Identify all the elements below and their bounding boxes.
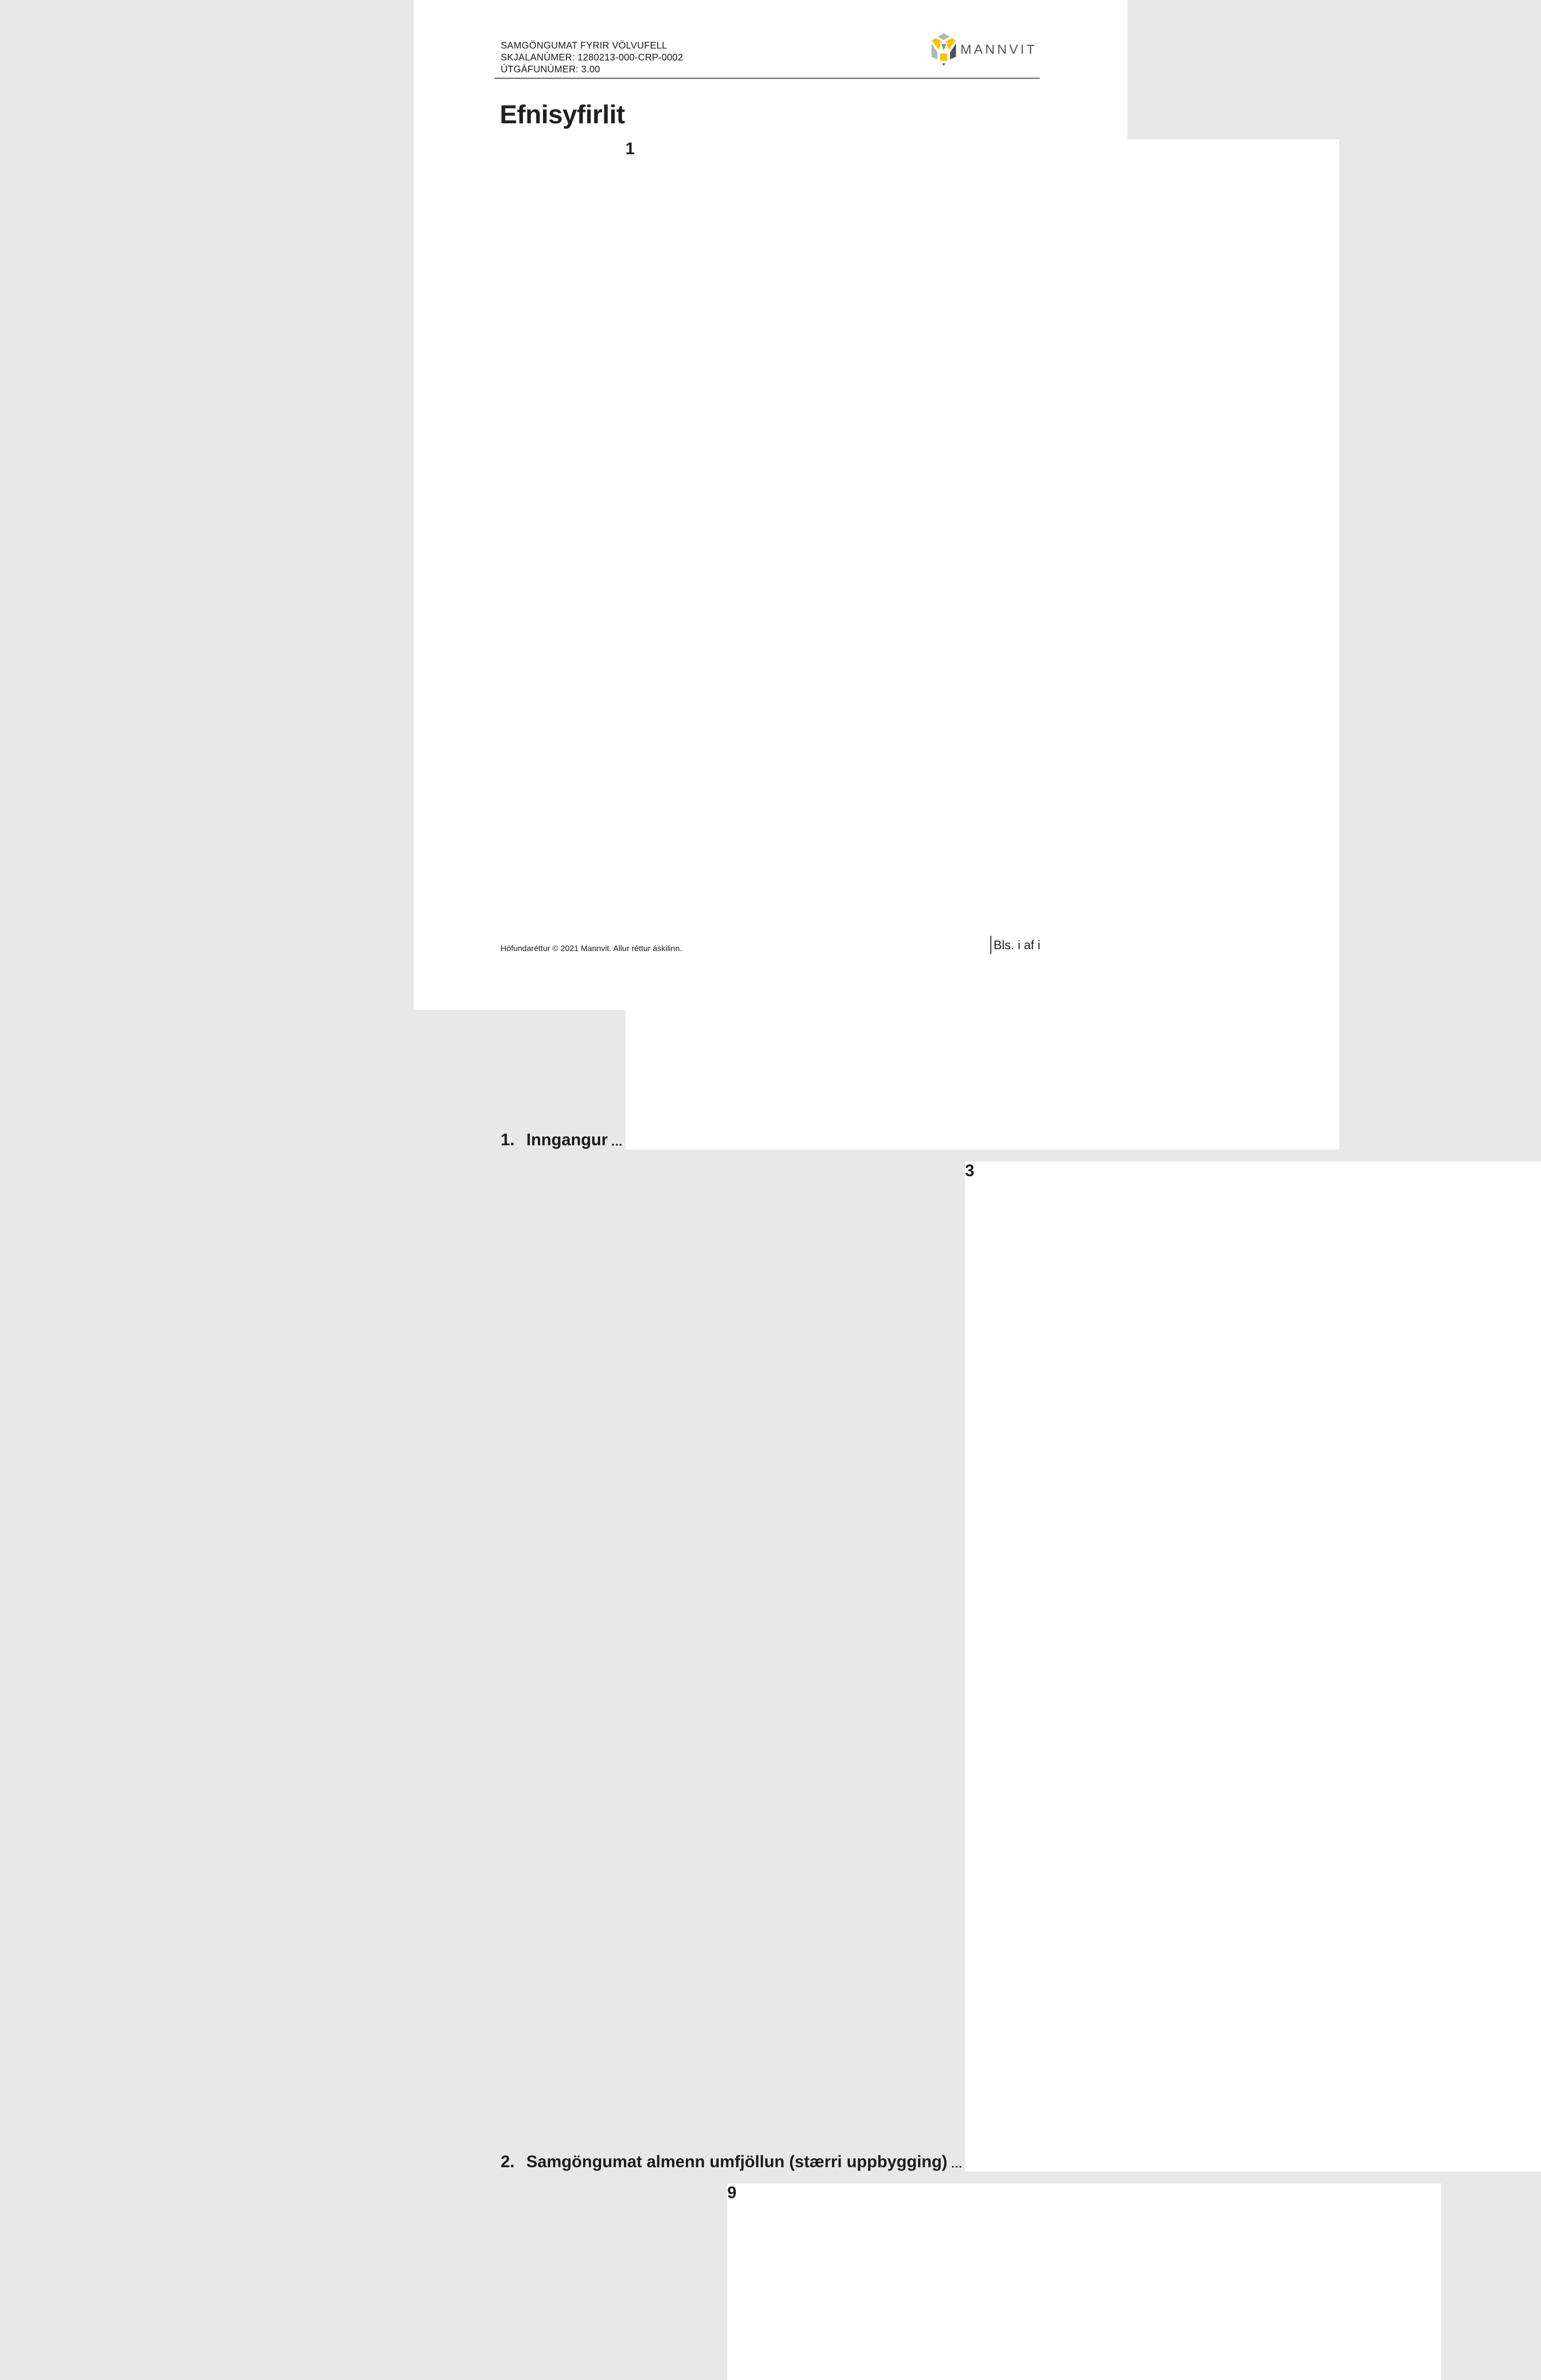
table-of-contents xyxy=(501,139,1040,2380)
toc-entry-number: 1. xyxy=(501,1130,515,1149)
toc-entry-page-number: 1 xyxy=(625,139,1339,1150)
toc-dot-leader xyxy=(952,2166,961,2168)
header-document-number: SKJALANÚMER: 1280213-000-CRP-0002 xyxy=(501,52,683,63)
document-header xyxy=(501,40,683,76)
header-divider-rule xyxy=(494,78,1040,79)
mannvit-logo xyxy=(929,30,1040,71)
footer-page-indicator: Bls. i af i xyxy=(990,936,1040,954)
toc-entry[interactable] xyxy=(501,2183,1040,2380)
toc-entry[interactable] xyxy=(501,139,1040,1150)
toc-entry-label: Samgöngumat almenn umfjöllun (stærri uppbygging) xyxy=(526,2152,948,2171)
page-title: Efnisyfirlit xyxy=(500,99,625,129)
toc-entry-number: 2. xyxy=(501,2152,515,2171)
mannvit-gem-icon xyxy=(929,31,958,71)
toc-dot-leader xyxy=(612,1144,622,1146)
toc-entry[interactable] xyxy=(501,1161,1040,2172)
header-project-title: SAMGÖNGUMAT FYRIR VÖLVUFELL xyxy=(501,40,667,51)
toc-entry-page-number: 9 xyxy=(727,2183,1441,2380)
footer-copyright: Höfundaréttur © 2021 Mannvit. Allur réttur áskilinn. xyxy=(501,944,682,953)
document-page xyxy=(414,0,1127,2202)
toc-entry-page-number: 3 xyxy=(965,1161,1541,2172)
mannvit-wordmark: MANNVIT xyxy=(960,42,1037,57)
header-version-number: ÚTGÁFUNÚMER: 3.00 xyxy=(501,64,600,75)
toc-entry-label: Inngangur xyxy=(526,1130,608,1149)
